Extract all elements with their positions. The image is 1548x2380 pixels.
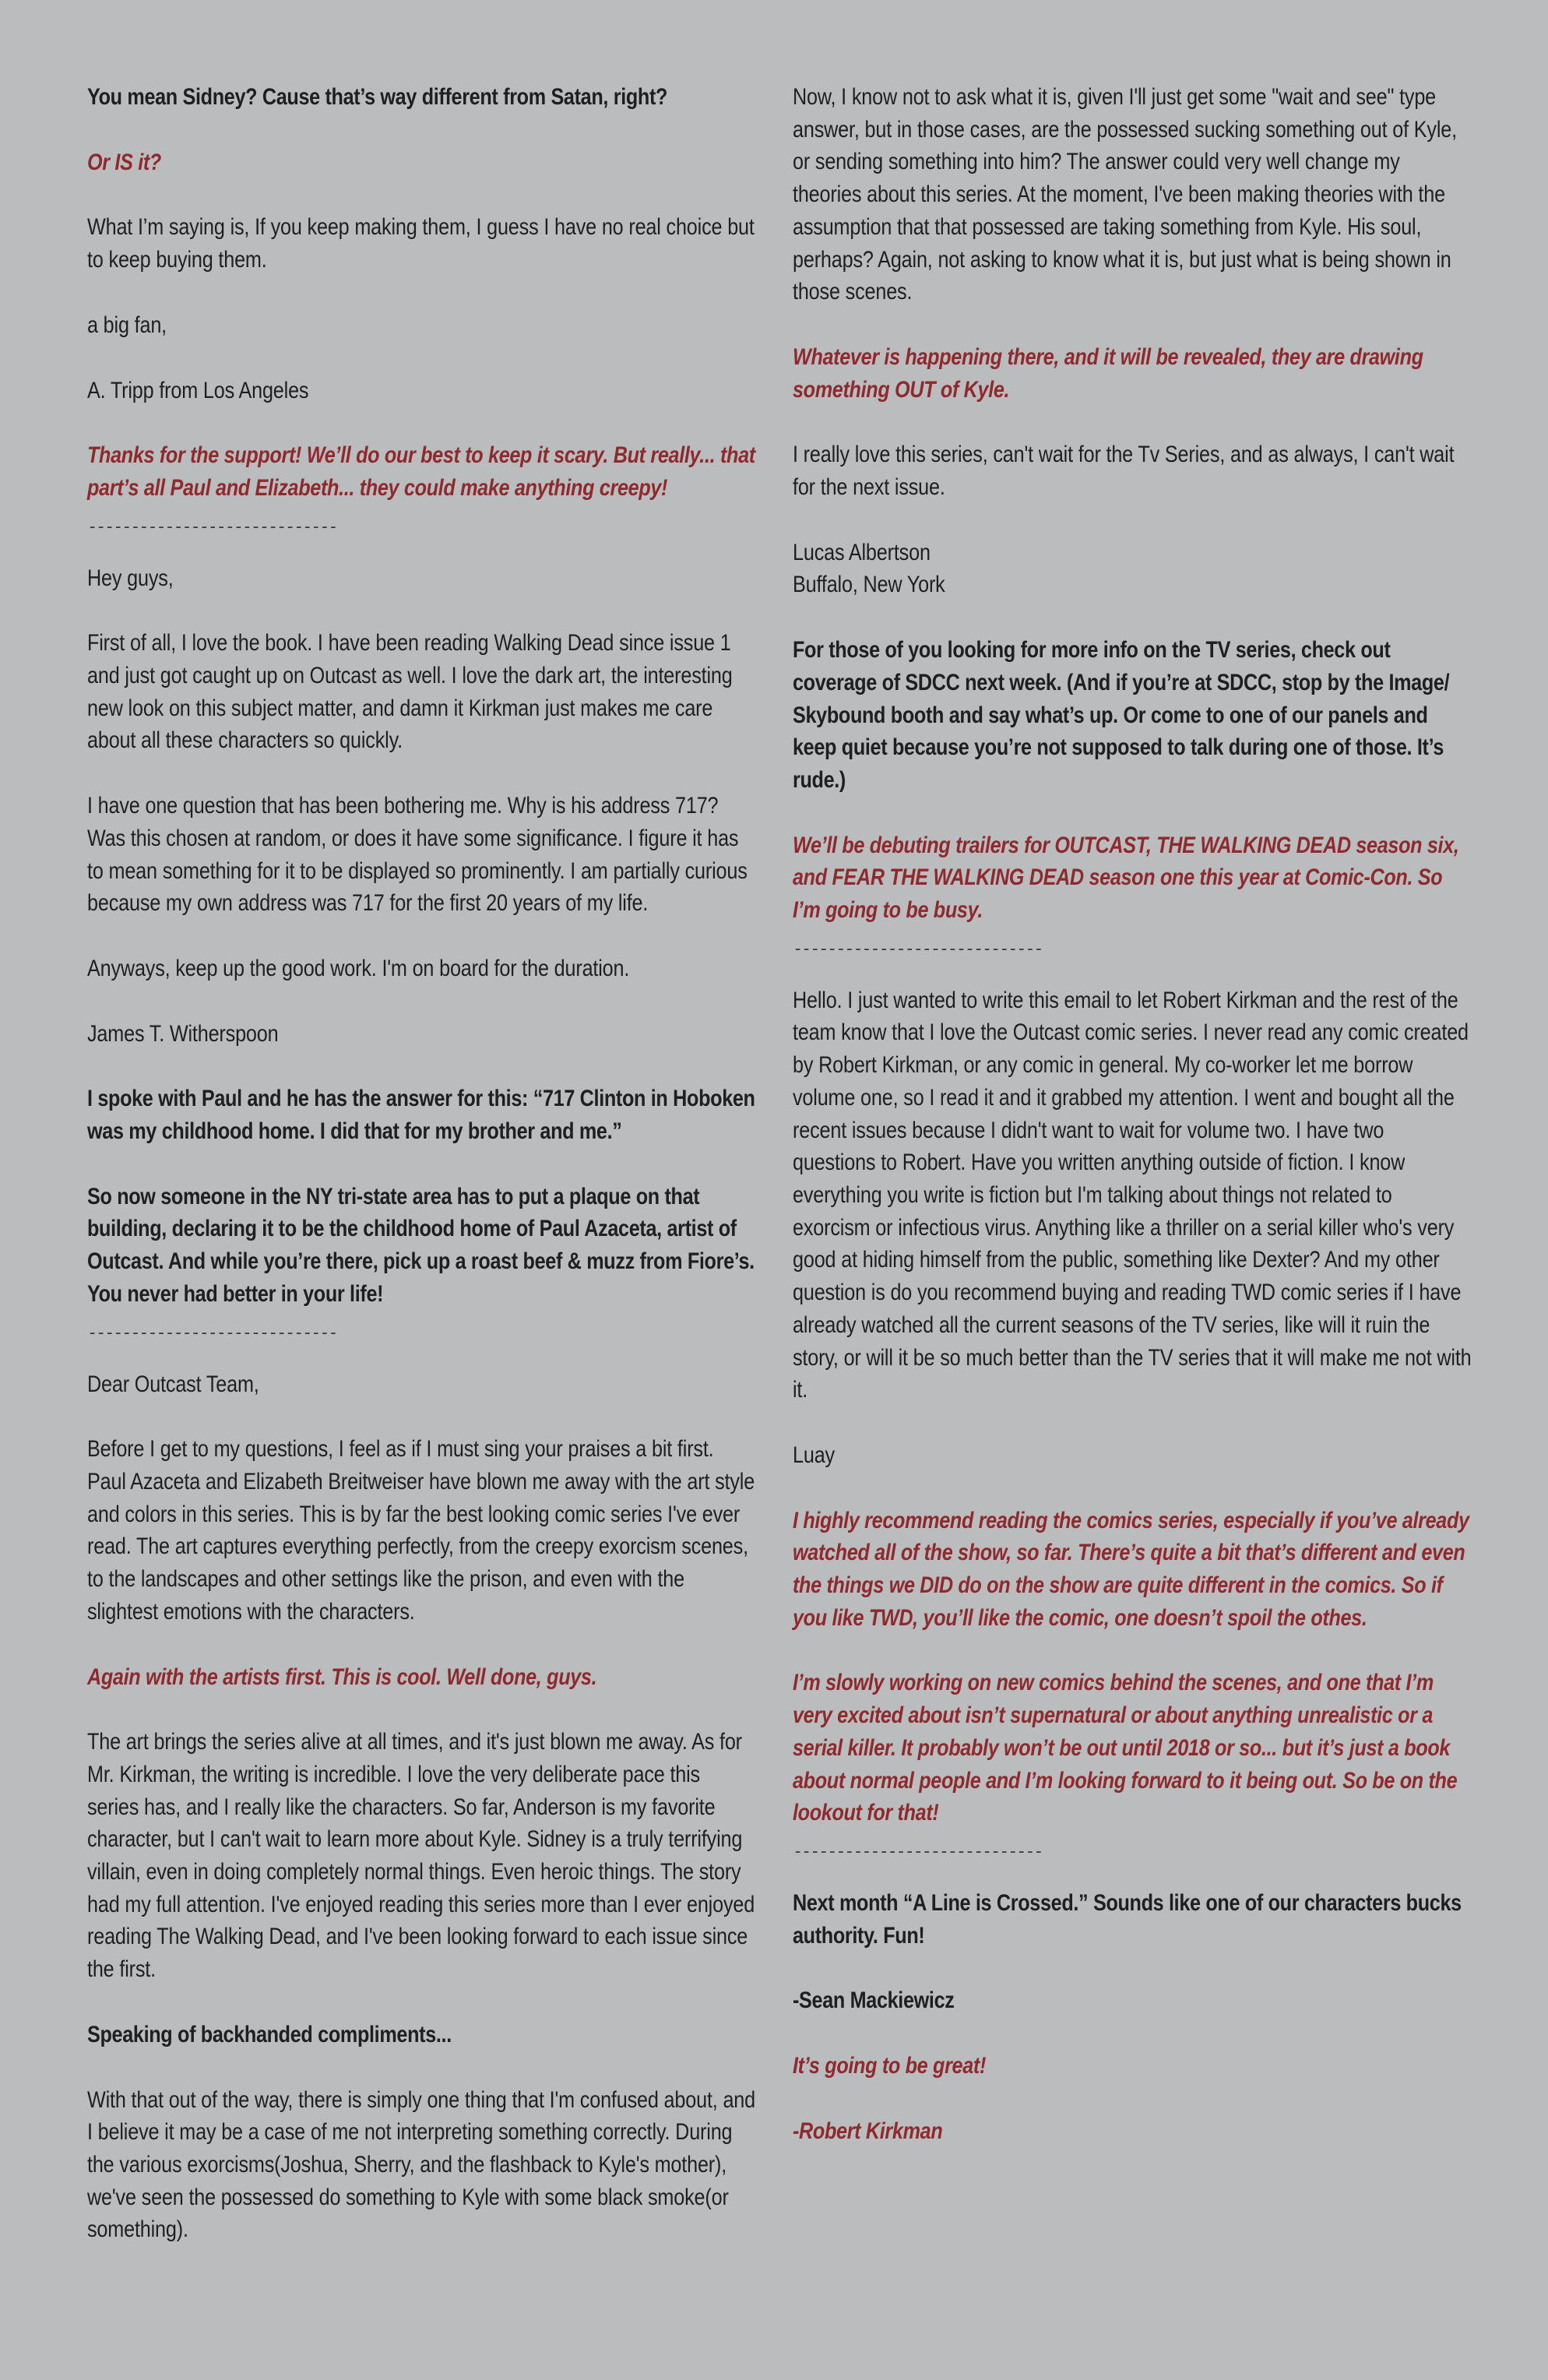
left-column [87,81,757,2279]
editor-reply: Thanks for the support! We’ll do our best to keep it scary. But really... that part’s all Paul and Elizabeth... they could make anything creepy! [87,442,755,501]
editor-reply: Whatever is happening there, and it will be revealed, they are drawing something OUT of Kyle. [793,343,1423,403]
editor-reply: I highly recommend reading the comics series, especially if you’ve already watched all of the show, so far. There’s quite a bit that’s different and even the things we DID do on the show are quite different in the comics. So if you like TWD, you’ll like the comic, one doesn’t spoil the othes. [793,1507,1469,1631]
editor-note: Next month “A Line is Crossed.” Sounds like one of our characters bucks authority. Fun! [793,1889,1462,1949]
editor-reply: Or IS it? [87,149,161,175]
editor-reply: Again with the artists first. This is cool. Well done, guys. [87,1664,597,1690]
letter-paragraph: What I’m saying is, If you keep making them, I guess I have no real choice but to keep buying them. [87,214,755,273]
right-column [793,81,1472,2180]
section-divider: ----------------------------- [793,938,1043,959]
editor-note: For those of you looking for more info on the TV series, check out coverage of SDCC next week. (And if you’re at SDCC, stop by the Image/ Skybound booth and say what’s up. Or come to one of our panels and keep quiet because you’re not supposed to talk during one of those. It’s rude.) [793,637,1450,793]
letter-paragraph: Now, I know not to ask what it is, given I'll just get some "wait and see" type answer, but in those cases, are the possessed sucking something out of Kyle, or sending something into him? The answer could very well change my theories about this series. At the moment, I've been making theories with the assumption that that possessed are taking something from Kyle. His soul, perhaps? Again, not asking to know what it is, but just what is being shown in those scenes. [793,84,1457,305]
letter-paragraph: Anyways, keep up the good work. I'm on board for the duration. [87,955,630,981]
editor-note: I spoke with Paul and he has the answer for this: “717 Clinton in Hoboken was my childhood home. I did that for my brother and me.” [87,1086,755,1145]
letter-paragraph: I really love this series, can't wait for the Tv Series, and as always, I can't wait for the next issue. [793,442,1455,501]
letter-paragraph: a big fan, [87,312,167,338]
editor-note: -Sean Mackiewicz [793,1987,955,2014]
editor-note: You mean Sidney? Cause that’s way different from Satan, right? [87,84,668,110]
letter-paragraph: Dear Outcast Team, [87,1371,259,1397]
section-divider: ----------------------------- [87,1322,337,1343]
letter-paragraph: Hello. I just wanted to write this email to let Robert Kirkman and the rest of the team know that I love the Outcast comic series. I never read any comic created by Robert Kirkman, or any comic in general. My co-worker let me borrow volume one, so I read it and it grabbed my attention. I went and bought all the recent issues because I didn't want to wait for volume two. I have two questions to Robert. Have you written anything outside of fiction. I know everything you write is fiction but I'm talking about things not related to exorcism or infectious virus. Anything like a thriller on a serial killer who's very good at hiding himself from the public, something like Dexter? And my other question is do you recommend buying and reading TWD comic series if I have already watched all the current seasons of the TV series, like will it ruin the story, or will it be so much better than the TV series that it will make me not with it. [793,987,1472,1403]
editor-reply: It’s going to be great! [793,2053,987,2079]
editor-reply: -Robert Kirkman [793,2118,943,2144]
section-divider: ----------------------------- [87,516,337,537]
letter-paragraph: The art brings the series alive at all times, and it's just blown me away. As for Mr. Kirkman, the writing is incredible. I love the very deliberate pace this series has, and I really like the characters. So far, Anderson is my favorite character, but I can't wait to learn more about Kyle. Sidney is a truly terrifying villain, even in doing completely normal things. Even heroic things. The story had my full attention. I've enjoyed reading this series more than I ever enjoyed reading The Walking Dead, and I've been looking forward to each issue since the first. [87,1729,755,1983]
section-divider: ----------------------------- [793,1841,1043,1861]
letter-paragraph: Luay [793,1442,835,1468]
editor-reply: I’m slowly working on new comics behind the scenes, and one that I’m very excited about isn’t supernatural or about anything unrealistic or a serial killer. It probably won’t be out until 2018 or so... but it’s just a book about normal people and I’m looking forward to it being out. So be on the lookout for that! [793,1670,1458,1826]
letter-paragraph: Lucas Albertson Buffalo, New York [793,539,945,598]
letter-paragraph: First of all, I love the book. I have been reading Walking Dead since issue 1 and just got caught up on Outcast as well. I love the dark art, the interesting new look on this subject matter, and damn it Kirkman just makes me care about all these characters so quickly. [87,630,733,754]
letter-paragraph: Hey guys, [87,565,174,591]
letter-paragraph: I have one question that has been bothering me. Why is his address 717? Was this chosen at random, or does it have some significance. I figure it has to mean something for it to be displayed so prominently. I am partially curious because my own address was 717 for the first 20 years of my life. [87,793,748,917]
editor-note: Speaking of backhanded compliments... [87,2021,452,2047]
letter-paragraph: Before I get to my questions, I feel as if I must sing your praises a bit first. Paul Azaceta and Elizabeth Breitweiser have blown me away with the art style and colors in this series. This is by far the best looking comic series I've ever read. The art captures everything perfectly, from the creepy exorcism scenes, to the landscapes and other settings like the prison, and even with the slightest emotions with the characters. [87,1436,755,1625]
editor-reply: We’ll be debuting trailers for OUTCAST, THE WALKING DEAD season six, and FEAR THE WALKING DEAD season one this year at Comic-Con. So I’m going to be busy. [793,832,1459,924]
letter-paragraph: James T. Witherspoon [87,1020,279,1047]
letter-paragraph: A. Tripp from Los Angeles [87,377,309,403]
letter-paragraph: With that out of the way, there is simply one thing that I'm confused about, and I believe it may be a case of me not interpreting something correctly. During the various exorcisms(Joshua, Sherry, and the flashback to Kyle's mother), we've seen the possessed do something to Kyle with some black smoke(or something). [87,2086,755,2243]
editor-note: So now someone in the NY tri-state area has to put a plaque on that building, declaring it to be the childhood home of Paul Azaceta, artist of Outcast. And while you’re there, pick up a roast beef & muzz from Fiore’s. You never had better in your life! [87,1183,755,1307]
